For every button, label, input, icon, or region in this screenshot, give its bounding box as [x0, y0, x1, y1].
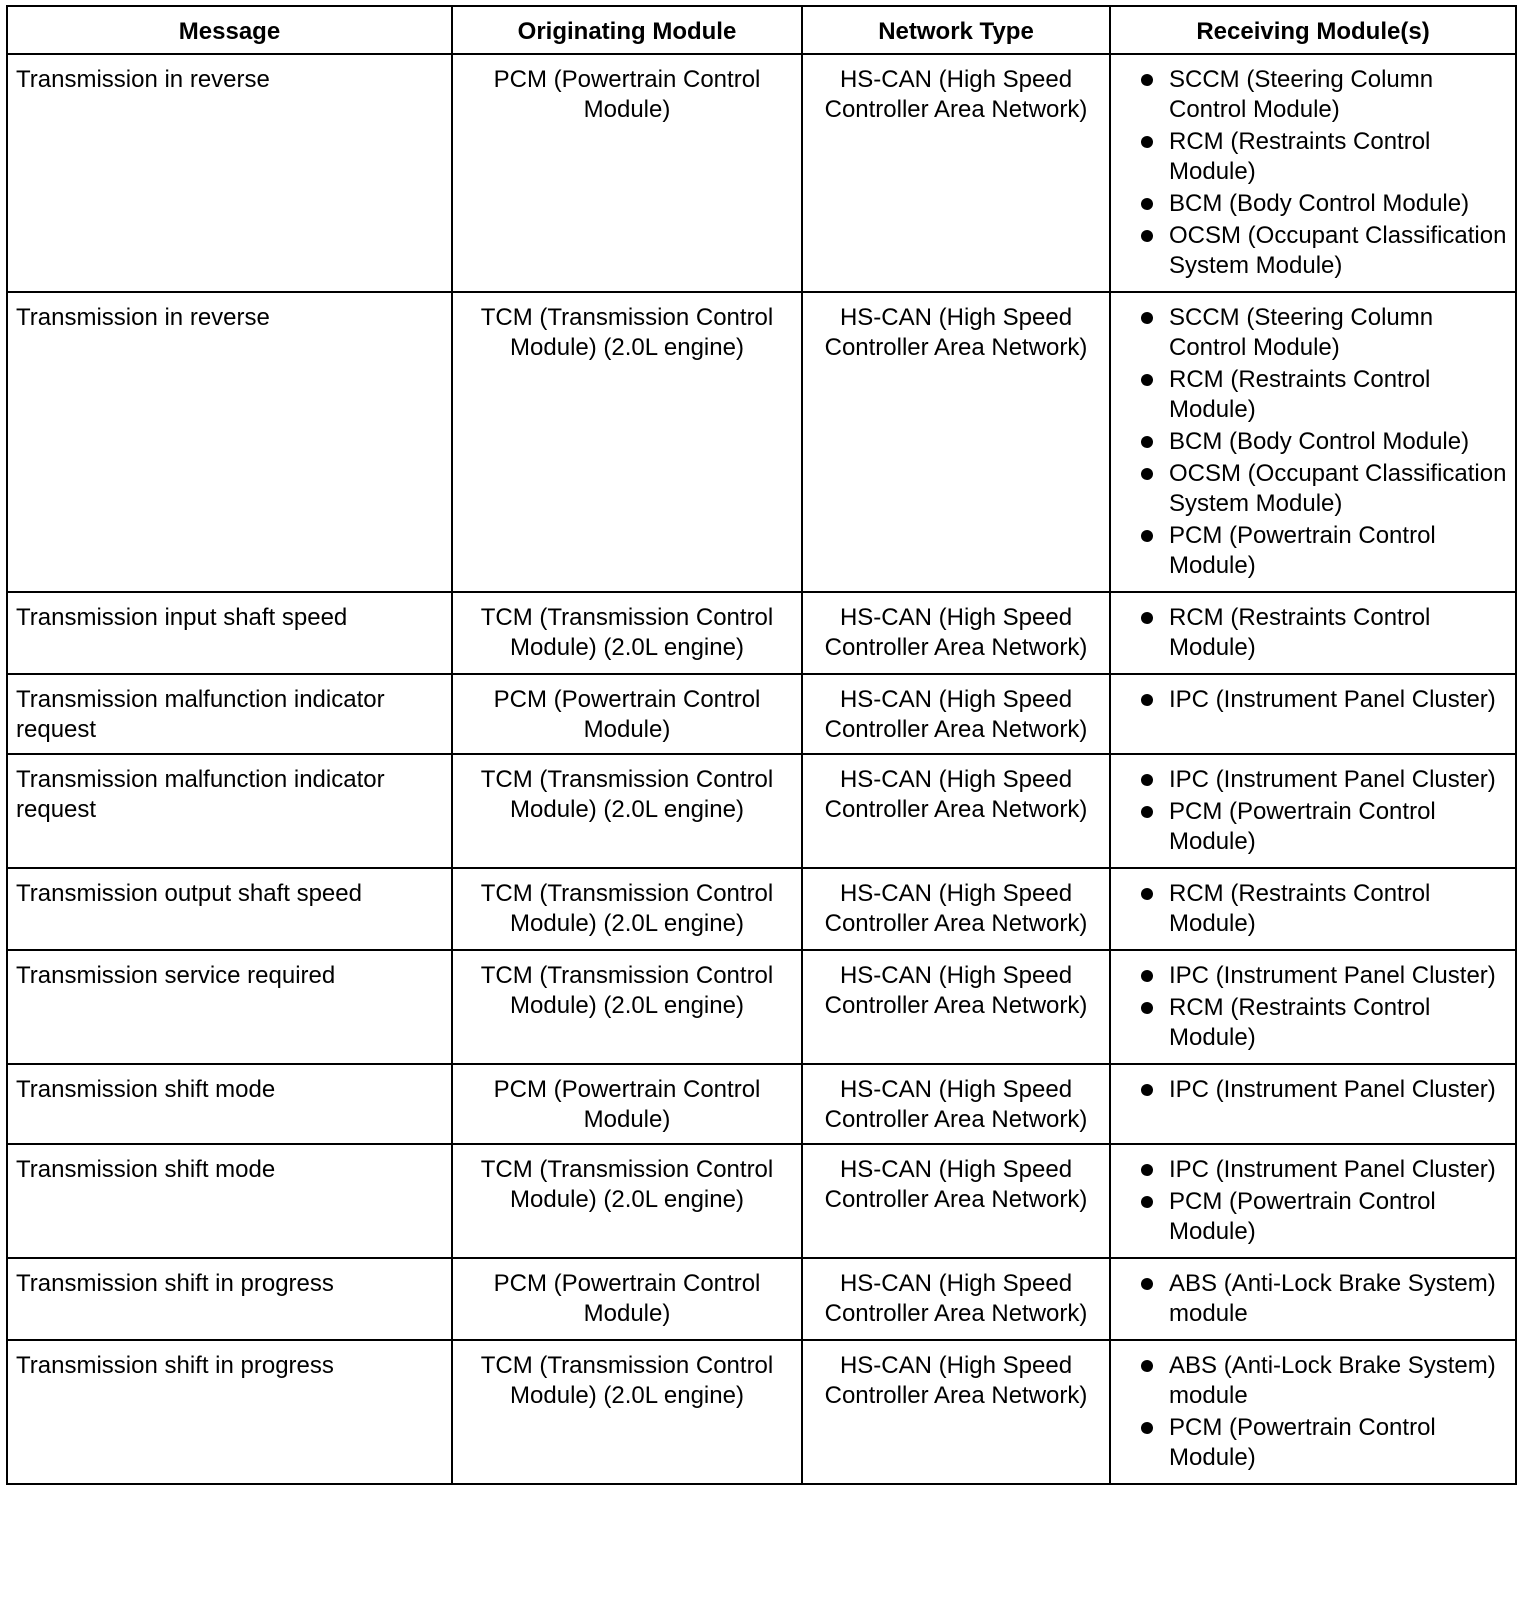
receiving-module-label: IPC (Instrument Panel Cluster) [1169, 766, 1496, 793]
bullet-icon [1141, 612, 1153, 624]
header-network-type: Network Type [802, 6, 1110, 54]
receiving-module-item [1119, 1187, 1507, 1247]
bullet-icon [1141, 436, 1153, 448]
message-cell: Transmission shift mode [7, 1064, 452, 1144]
receiving-module-item [1119, 1351, 1507, 1411]
receiving-module-label: IPC (Instrument Panel Cluster) [1169, 962, 1496, 989]
originating-module-cell: PCM (Powertrain Control Module) [452, 674, 802, 754]
receiving-module-item [1119, 797, 1507, 857]
bullet-icon [1141, 468, 1153, 480]
receiving-module-item [1119, 127, 1507, 187]
receiving-module-label: IPC (Instrument Panel Cluster) [1169, 1156, 1496, 1183]
table-row [7, 54, 1516, 292]
receiving-module-list [1119, 961, 1507, 1053]
receiving-module-item [1119, 1075, 1507, 1105]
originating-module-cell: PCM (Powertrain Control Module) [452, 1064, 802, 1144]
receiving-module-item [1119, 1413, 1507, 1473]
receiving-modules-cell [1110, 674, 1516, 754]
table-row [7, 950, 1516, 1064]
message-cell: Transmission in reverse [7, 292, 452, 592]
table-row [7, 868, 1516, 950]
receiving-module-label: RCM (Restraints Control Module) [1169, 994, 1431, 1051]
receiving-module-label: RCM (Restraints Control Module) [1169, 604, 1431, 661]
network-type-cell: HS-CAN (High Speed Controller Area Network) [802, 54, 1110, 292]
header-message: Message [7, 6, 452, 54]
receiving-modules-cell [1110, 592, 1516, 674]
network-type-cell: HS-CAN (High Speed Controller Area Network) [802, 292, 1110, 592]
originating-module-cell: PCM (Powertrain Control Module) [452, 1258, 802, 1340]
bullet-icon [1141, 806, 1153, 818]
bullet-icon [1141, 374, 1153, 386]
receiving-modules-cell [1110, 1144, 1516, 1258]
table-row [7, 592, 1516, 674]
bullet-icon [1141, 1002, 1153, 1014]
bullet-icon [1141, 530, 1153, 542]
table-row [7, 674, 1516, 754]
message-cell: Transmission shift mode [7, 1144, 452, 1258]
receiving-module-label: ABS (Anti-Lock Brake System) module [1169, 1352, 1496, 1409]
receiving-module-label: BCM (Body Control Module) [1169, 428, 1470, 455]
receiving-module-list [1119, 1269, 1507, 1329]
bullet-icon [1141, 74, 1153, 86]
bullet-icon [1141, 312, 1153, 324]
table-row [7, 754, 1516, 868]
header-row [7, 6, 1516, 54]
message-cell: Transmission malfunction indicator request [7, 754, 452, 868]
message-cell: Transmission shift in progress [7, 1340, 452, 1484]
message-cell: Transmission shift in progress [7, 1258, 452, 1340]
message-cell: Transmission input shaft speed [7, 592, 452, 674]
receiving-modules-cell [1110, 1064, 1516, 1144]
bullet-icon [1141, 230, 1153, 242]
receiving-module-item [1119, 221, 1507, 281]
header-originating-module: Originating Module [452, 6, 802, 54]
receiving-module-label: SCCM (Steering Column Control Module) [1169, 66, 1434, 123]
network-type-cell: HS-CAN (High Speed Controller Area Network) [802, 1144, 1110, 1258]
table-row [7, 1258, 1516, 1340]
receiving-module-label: RCM (Restraints Control Module) [1169, 880, 1431, 937]
receiving-module-item [1119, 459, 1507, 519]
receiving-module-item [1119, 1155, 1507, 1185]
receiving-module-item [1119, 1269, 1507, 1329]
table-row [7, 292, 1516, 592]
receiving-module-list [1119, 765, 1507, 857]
bullet-icon [1141, 888, 1153, 900]
network-type-cell: HS-CAN (High Speed Controller Area Network) [802, 950, 1110, 1064]
bullet-icon [1141, 1422, 1153, 1434]
bullet-icon [1141, 1278, 1153, 1290]
message-cell: Transmission in reverse [7, 54, 452, 292]
receiving-module-item [1119, 189, 1507, 219]
bullet-icon [1141, 1196, 1153, 1208]
receiving-module-label: RCM (Restraints Control Module) [1169, 366, 1431, 423]
receiving-modules-cell [1110, 754, 1516, 868]
bullet-icon [1141, 1360, 1153, 1372]
table-header [7, 6, 1516, 54]
bullet-icon [1141, 774, 1153, 786]
bullet-icon [1141, 1164, 1153, 1176]
network-message-table [6, 5, 1517, 1485]
receiving-module-list [1119, 879, 1507, 939]
originating-module-cell: TCM (Transmission Control Module) (2.0L engine) [452, 868, 802, 950]
receiving-module-label: OCSM (Occupant Classification System Module) [1169, 222, 1507, 279]
receiving-module-item [1119, 961, 1507, 991]
receiving-module-label: ABS (Anti-Lock Brake System) module [1169, 1270, 1496, 1327]
table-row [7, 1144, 1516, 1258]
message-cell: Transmission service required [7, 950, 452, 1064]
receiving-modules-cell [1110, 950, 1516, 1064]
receiving-module-label: PCM (Powertrain Control Module) [1169, 1414, 1436, 1471]
receiving-module-list [1119, 1155, 1507, 1247]
receiving-modules-cell [1110, 54, 1516, 292]
originating-module-cell: TCM (Transmission Control Module) (2.0L engine) [452, 1144, 802, 1258]
receiving-module-label: RCM (Restraints Control Module) [1169, 128, 1431, 185]
table-row [7, 1064, 1516, 1144]
receiving-module-list [1119, 65, 1507, 281]
network-type-cell: HS-CAN (High Speed Controller Area Network) [802, 1258, 1110, 1340]
receiving-module-item [1119, 765, 1507, 795]
receiving-module-list [1119, 1351, 1507, 1473]
receiving-module-list [1119, 1075, 1507, 1105]
receiving-module-label: SCCM (Steering Column Control Module) [1169, 304, 1434, 361]
network-type-cell: HS-CAN (High Speed Controller Area Network) [802, 868, 1110, 950]
receiving-module-item [1119, 303, 1507, 363]
receiving-module-item [1119, 427, 1507, 457]
receiving-module-item [1119, 879, 1507, 939]
receiving-module-item [1119, 65, 1507, 125]
table-row [7, 1340, 1516, 1484]
receiving-module-item [1119, 521, 1507, 581]
network-type-cell: HS-CAN (High Speed Controller Area Network) [802, 1064, 1110, 1144]
network-type-cell: HS-CAN (High Speed Controller Area Network) [802, 1340, 1110, 1484]
originating-module-cell: PCM (Powertrain Control Module) [452, 54, 802, 292]
message-cell: Transmission malfunction indicator request [7, 674, 452, 754]
receiving-module-list [1119, 603, 1507, 663]
originating-module-cell: TCM (Transmission Control Module) (2.0L engine) [452, 754, 802, 868]
receiving-module-item [1119, 685, 1507, 715]
receiving-module-label: IPC (Instrument Panel Cluster) [1169, 1076, 1496, 1103]
receiving-module-list [1119, 685, 1507, 715]
originating-module-cell: TCM (Transmission Control Module) (2.0L engine) [452, 1340, 802, 1484]
network-type-cell: HS-CAN (High Speed Controller Area Network) [802, 754, 1110, 868]
bullet-icon [1141, 694, 1153, 706]
receiving-module-list [1119, 303, 1507, 581]
network-type-cell: HS-CAN (High Speed Controller Area Network) [802, 674, 1110, 754]
receiving-modules-cell [1110, 1340, 1516, 1484]
receiving-module-item [1119, 365, 1507, 425]
header-receiving-modules: Receiving Module(s) [1110, 6, 1516, 54]
message-cell: Transmission output shaft speed [7, 868, 452, 950]
bullet-icon [1141, 136, 1153, 148]
bullet-icon [1141, 970, 1153, 982]
receiving-module-label: IPC (Instrument Panel Cluster) [1169, 686, 1496, 713]
bullet-icon [1141, 1084, 1153, 1096]
receiving-module-item [1119, 993, 1507, 1053]
receiving-modules-cell [1110, 868, 1516, 950]
originating-module-cell: TCM (Transmission Control Module) (2.0L engine) [452, 592, 802, 674]
receiving-module-item [1119, 603, 1507, 663]
network-type-cell: HS-CAN (High Speed Controller Area Network) [802, 592, 1110, 674]
receiving-module-label: BCM (Body Control Module) [1169, 190, 1470, 217]
originating-module-cell: TCM (Transmission Control Module) (2.0L engine) [452, 292, 802, 592]
receiving-module-label: PCM (Powertrain Control Module) [1169, 798, 1436, 855]
table-body [7, 54, 1516, 1484]
receiving-module-label: OCSM (Occupant Classification System Module) [1169, 460, 1507, 517]
receiving-module-label: PCM (Powertrain Control Module) [1169, 1188, 1436, 1245]
receiving-modules-cell [1110, 292, 1516, 592]
bullet-icon [1141, 198, 1153, 210]
receiving-modules-cell [1110, 1258, 1516, 1340]
receiving-module-label: PCM (Powertrain Control Module) [1169, 522, 1436, 579]
originating-module-cell: TCM (Transmission Control Module) (2.0L engine) [452, 950, 802, 1064]
